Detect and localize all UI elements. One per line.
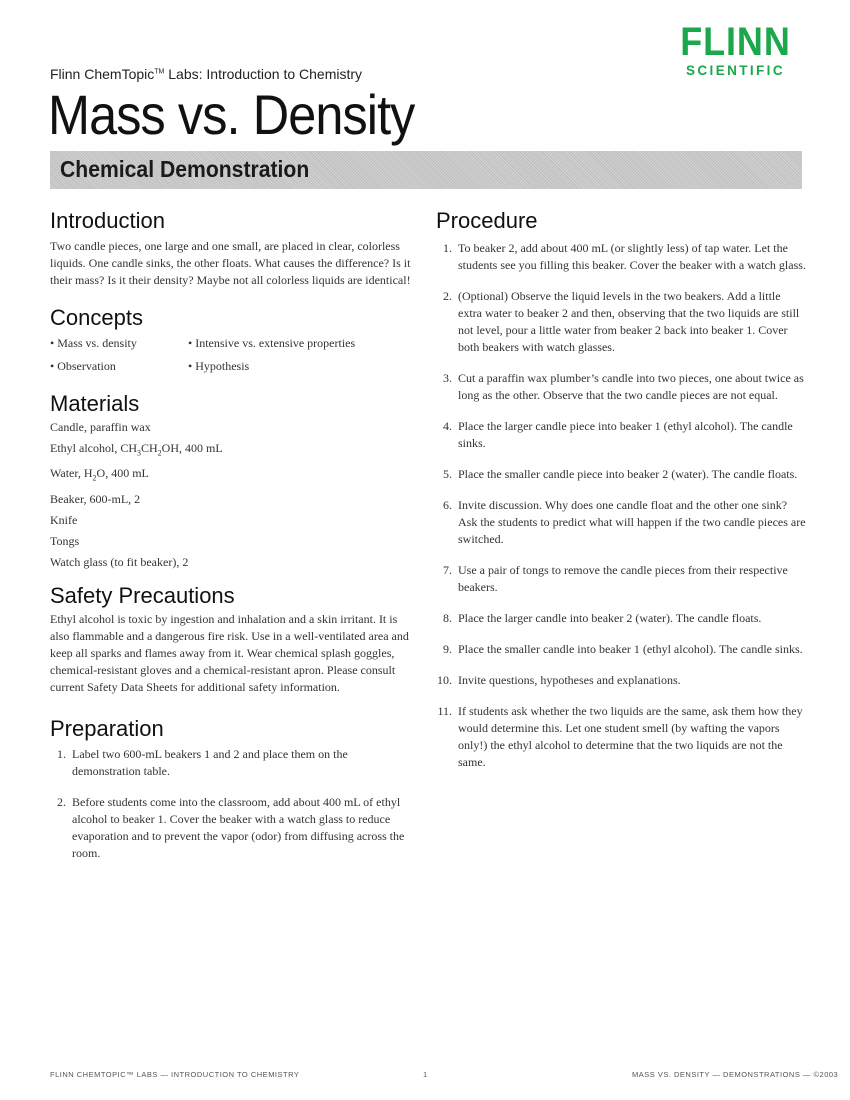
procedure-step: [436, 610, 806, 627]
band-label: Chemical Demonstration: [60, 156, 310, 182]
safety-text: Ethyl alcohol is toxic by ingestion and inhalation and a skin irritant. It is also flammable and a dangerous fire risk. Use in a well-ventilated area and keep all sparks and flames away from it. Wear chemical splash goggles, chemical-resistant gloves and a chemical-resistant apron. Please consult current Safety Data Sheets for additional safety information.: [50, 611, 409, 694]
concept-item: • Mass vs. density: [50, 335, 188, 352]
page-number: 1: [423, 1070, 428, 1079]
material-item: Beaker, 600-mL, 2: [50, 491, 141, 506]
safety-section: [50, 581, 415, 696]
page-title: Mass vs. Density: [48, 83, 415, 146]
preparation-heading: Preparation: [50, 715, 164, 741]
step-number: 1.: [57, 746, 66, 761]
step-number: 2.: [57, 794, 66, 809]
material-item-water: [50, 465, 415, 486]
preparation-step: [50, 794, 415, 862]
material-text: Water, H: [50, 466, 93, 481]
preparation-section: [50, 714, 415, 862]
subscript: 3: [137, 448, 141, 458]
material-item-ethyl-alcohol: [50, 440, 415, 461]
concepts-list: [50, 335, 415, 375]
step-number: 2.: [443, 289, 452, 303]
series-title: [50, 66, 362, 82]
material-item: Watch glass (to fit beaker), 2: [50, 554, 189, 569]
introduction-heading: Introduction: [50, 208, 165, 233]
step-number: 9.: [443, 642, 452, 656]
procedure-step: [436, 703, 806, 771]
materials-heading: Materials: [50, 391, 140, 416]
series-prefix: Flinn ChemTopic: [50, 66, 155, 82]
preparation-step: [50, 746, 415, 780]
logo-flinn-text: FLINN: [680, 20, 791, 64]
step-number: 8.: [443, 611, 452, 625]
subscript: 2: [92, 473, 97, 483]
step-text: Invite discussion. Why does one candle float and the other one sink? Ask the students to predict what will happen if the two candle pieces are switched.: [458, 498, 806, 546]
subscript: 2: [157, 448, 162, 458]
introduction-text: Two candle pieces, one large and one small, are placed in clear, colorless liquids. One candle sinks, the other floats. What causes the difference? Is it their mass? Is it their density? Maybe not all colorless liquids are identical!: [50, 239, 411, 287]
concept-item: • Observation: [50, 358, 188, 375]
procedure-steps: [436, 240, 806, 771]
material-text: CH: [141, 441, 158, 455]
step-text: Place the larger candle into beaker 2 (water). The candle floats.: [458, 611, 762, 625]
procedure-step: [436, 370, 806, 404]
series-suffix: Labs: Introduction to Chemistry: [164, 66, 363, 82]
step-text: Place the larger candle piece into beaker 1 (ethyl alcohol). The candle sinks.: [458, 419, 793, 450]
concepts-heading: Concepts: [50, 305, 143, 330]
step-number: 7.: [443, 563, 452, 577]
introduction-section: [50, 206, 415, 289]
material-text: Ethyl alcohol, CH: [50, 441, 137, 455]
material-item: Knife: [50, 512, 78, 527]
step-text: Use a pair of tongs to remove the candle pieces from their respective beakers.: [458, 563, 788, 594]
procedure-step: [436, 562, 806, 596]
step-text: Before students come into the classroom, add about 400 mL of ethyl alcohol to beaker 1. Cover the beaker with a watch glass to reduce evaporation and to prevent the vapor (odor) from diffusing across the room.: [72, 794, 405, 860]
trademark: TM: [154, 68, 165, 76]
step-number: 11.: [437, 704, 452, 718]
material-item: Tongs: [50, 533, 80, 548]
procedure-step: [436, 418, 806, 452]
flinn-scientific-logo: [668, 20, 803, 78]
procedure-step: [436, 466, 806, 483]
safety-heading: Safety Precautions: [50, 582, 235, 608]
procedure-section: [436, 206, 806, 771]
step-text: Invite questions, hypotheses and explanations.: [458, 673, 681, 687]
procedure-step: [436, 240, 806, 274]
procedure-step: [436, 641, 806, 658]
step-number: 4.: [443, 419, 452, 433]
footer-left: FLINN CHEMTOPIC™ LABS — INTRODUCTION TO CHEMISTRY: [50, 1070, 300, 1079]
step-number: 10.: [437, 673, 452, 687]
step-text: If students ask whether the two liquids are the same, ask them how they would determine this. Let one student smell (by wafting the vapors only!) the ethyl alcohol to determine that the two liquids are not the same.: [458, 704, 803, 769]
logo-scientific-text: SCIENTIFIC: [685, 63, 785, 78]
step-number: 3.: [443, 371, 452, 385]
right-column: [436, 206, 806, 785]
procedure-heading: Procedure: [436, 208, 538, 233]
concept-item: • Intensive vs. extensive properties: [188, 335, 388, 352]
step-text: To beaker 2, add about 400 mL (or slightly less) of tap water. Let the students see you filling this beaker. Cover the beaker with a watch glass.: [458, 241, 806, 272]
step-number: 6.: [443, 498, 452, 512]
step-text: Label two 600-mL beakers 1 and 2 and place them on the demonstration table.: [72, 746, 348, 778]
material-text: O, 400 mL: [96, 466, 149, 481]
section-band: [50, 151, 802, 189]
concept-item: • Hypothesis: [188, 358, 388, 375]
step-text: Place the smaller candle piece into beaker 2 (water). The candle floats.: [458, 467, 798, 481]
step-text: Place the smaller candle into beaker 1 (ethyl alcohol). The candle sinks.: [458, 642, 803, 656]
step-number: 5.: [443, 467, 452, 481]
preparation-steps: [50, 746, 415, 862]
step-number: 1.: [443, 241, 452, 255]
left-column: [50, 206, 415, 876]
step-text: Cut a paraffin wax plumber’s candle into two pieces, one about twice as long as the other. Observe that the two candle pieces are not equal.: [458, 371, 804, 402]
procedure-step: [436, 288, 806, 356]
footer-right: MASS VS. DENSITY — DEMONSTRATIONS — ©2003: [632, 1070, 839, 1079]
procedure-step: [436, 497, 806, 548]
material-item: Candle, paraffin wax: [50, 420, 151, 434]
materials-section: [50, 389, 415, 571]
procedure-step: [436, 672, 806, 689]
step-text: (Optional) Observe the liquid levels in the two beakers. Add a little extra water to beaker 2 and then, observing that the two liquids are still not level, pour a little water from beaker 2 back into beaker 1. Cover both beakers with watch glasses.: [458, 289, 800, 354]
concepts-section: [50, 303, 415, 375]
material-text: OH, 400 mL: [161, 441, 223, 455]
